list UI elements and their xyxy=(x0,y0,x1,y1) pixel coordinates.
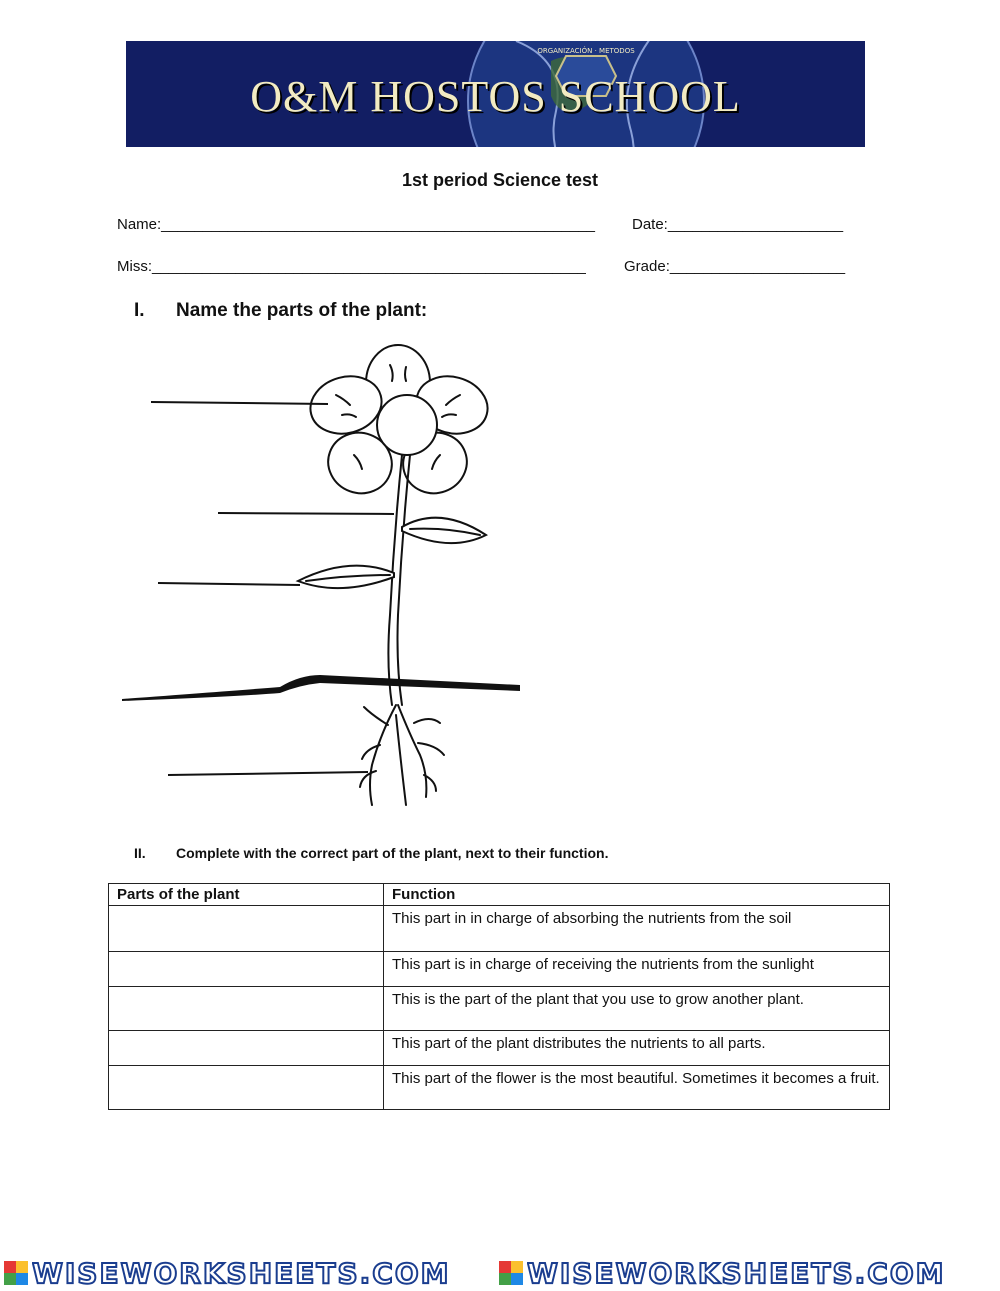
table-row xyxy=(109,1066,890,1110)
section-1-number: I. xyxy=(134,300,145,321)
header-function: Function xyxy=(384,884,890,906)
answer-line-leaf xyxy=(158,583,300,585)
section-2-text: Complete with the correct part of the plant, next to their function. xyxy=(176,845,609,861)
answer-line-flower xyxy=(151,402,328,404)
miss-field[interactable]: Miss:____________________________________________________ xyxy=(117,258,586,275)
section-2-heading xyxy=(134,845,608,861)
table-row xyxy=(109,952,890,987)
part-answer-cell[interactable] xyxy=(109,987,384,1031)
brand-squares-icon xyxy=(4,1261,28,1285)
page-title: 1st period Science test xyxy=(401,170,599,190)
footer-watermark xyxy=(0,1258,1000,1288)
answer-line-stem xyxy=(218,513,394,514)
brand-text: WISEWORKSHEETS.COM xyxy=(32,1258,451,1288)
table-row xyxy=(109,1031,890,1066)
globe-caption: ORGANIZACIÓN · METODOS xyxy=(537,47,635,55)
part-answer-cell[interactable] xyxy=(109,1066,384,1110)
part-answer-cell[interactable] xyxy=(109,1031,384,1066)
part-answer-cell[interactable] xyxy=(109,906,384,952)
flower-center xyxy=(377,395,437,455)
answer-line-roots xyxy=(168,772,368,775)
table-row xyxy=(109,987,890,1031)
brand-wordmark xyxy=(32,1258,487,1288)
name-field[interactable]: Name:____________________________________________________ xyxy=(117,216,595,233)
table-header-row xyxy=(109,884,890,906)
section-2-number: II. xyxy=(134,845,146,861)
brand-squares-icon xyxy=(499,1261,523,1285)
function-cell: This part is in charge of receiving the nutrients from the sunlight xyxy=(384,952,890,987)
grade-field[interactable]: Grade:_____________________ xyxy=(624,258,846,275)
ground-line xyxy=(122,675,520,701)
brand-logo xyxy=(499,1258,997,1288)
section-1-heading xyxy=(134,300,427,322)
plant-diagram xyxy=(110,335,530,825)
part-answer-cell[interactable] xyxy=(109,952,384,987)
function-cell: This part of the plant distributes the nutrients to all parts. xyxy=(384,1031,890,1066)
brand-logo xyxy=(4,1258,487,1288)
section-1-text: Name the parts of the plant: xyxy=(176,300,428,321)
brand-text: WISEWORKSHEETS.COM xyxy=(527,1258,946,1288)
date-field[interactable]: Date:_____________________ xyxy=(632,216,844,233)
function-cell: This part of the flower is the most beautiful. Sometimes it becomes a fruit. xyxy=(384,1066,890,1110)
brand-wordmark xyxy=(527,1258,997,1288)
function-cell: This is the part of the plant that you use to grow another plant. xyxy=(384,987,890,1031)
function-cell: This part in in charge of absorbing the nutrients from the soil xyxy=(384,906,890,952)
school-name: O&M HOSTOS SCHOOL xyxy=(250,72,741,121)
header-parts: Parts of the plant xyxy=(109,884,384,906)
functions-table xyxy=(108,883,890,1110)
school-banner xyxy=(126,41,865,147)
table-row xyxy=(109,906,890,952)
